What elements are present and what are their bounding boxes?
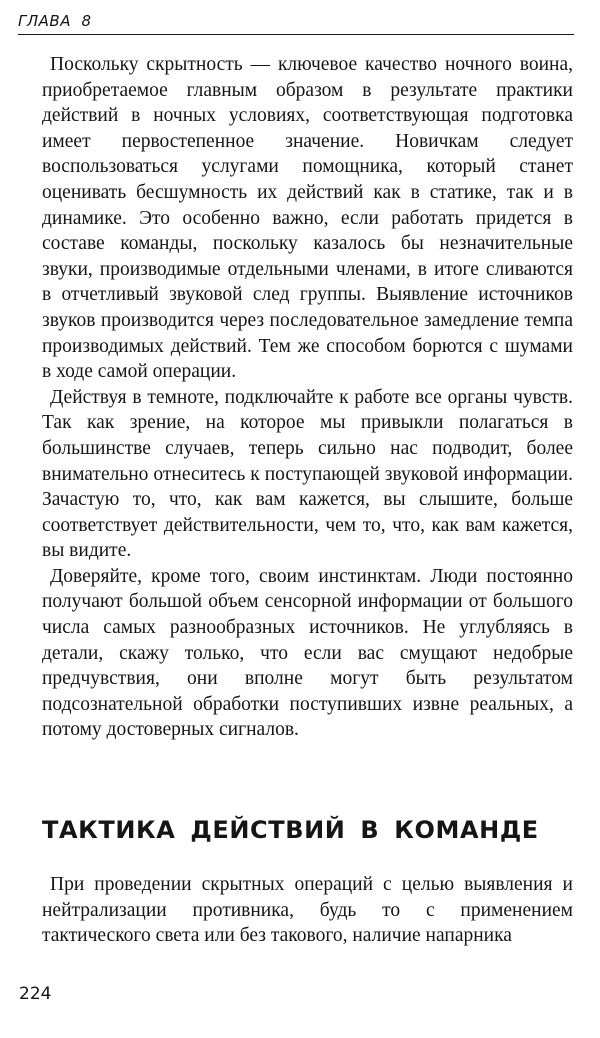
page-number: 224 [19, 984, 52, 1004]
paragraph-stealth-training: Поскольку скрытность — ключевое качество ночного воина, приобретаемое главным образом в результате практики действий в ночных условиях, соответствующая подготовка имеет первостепенное значение. Новичкам следует воспользоваться услугами помощника, который станет оценивать бесшумность их действий как в статике, так и в динамике. Это особенно важно, если работать придется в составе команды, поскольку казалось бы незначительные звуки, производимые отдельными членами, в итоге сливаются в отчетливый звуковой след группы. Выявление источников звуков производится через последовательное замедление темпа производимых действий. Тем же способом борются с шумами в ходе самой операции. [42, 54, 573, 383]
section-heading: ТАКТИКА ДЕЙСТВИЙ В КОМАНДЕ [42, 816, 539, 844]
running-header [18, 10, 574, 35]
main-text [42, 52, 573, 743]
paragraph-instincts: Доверяйте, кроме того, своим инстинктам. Люди постоянно получают большой объем сенсорной информации от большого числа самых разнообразных источников. Не углубляясь в детали, скажу только, что если вас смущают недобрые предчувствия, они вполне могут быть результатом подсознательной обработки поступивших извне реальных, а потому достоверных сигналов. [42, 565, 573, 741]
paragraph-team-tactics: При проведении скрытных операций с целью выявления и нейтрализации противника, будь то с применением тактического света или без такового, наличие напарника [42, 874, 573, 947]
chapter-label: ГЛАВА 8 [18, 12, 92, 30]
paragraph-senses: Действуя в темноте, подключайте к работе все органы чувств. Так как зрение, на которое мы привыкли полагаться в большинстве случаев, теперь сильно нас подводит, более внимательно отнеситесь к поступающей звуковой информации. Зачастую то, что, как вам кажется, вы слышите, больше соответствует действительности, чем то, что, как вам кажется, вы видите. [42, 386, 573, 562]
section-text [42, 872, 573, 949]
